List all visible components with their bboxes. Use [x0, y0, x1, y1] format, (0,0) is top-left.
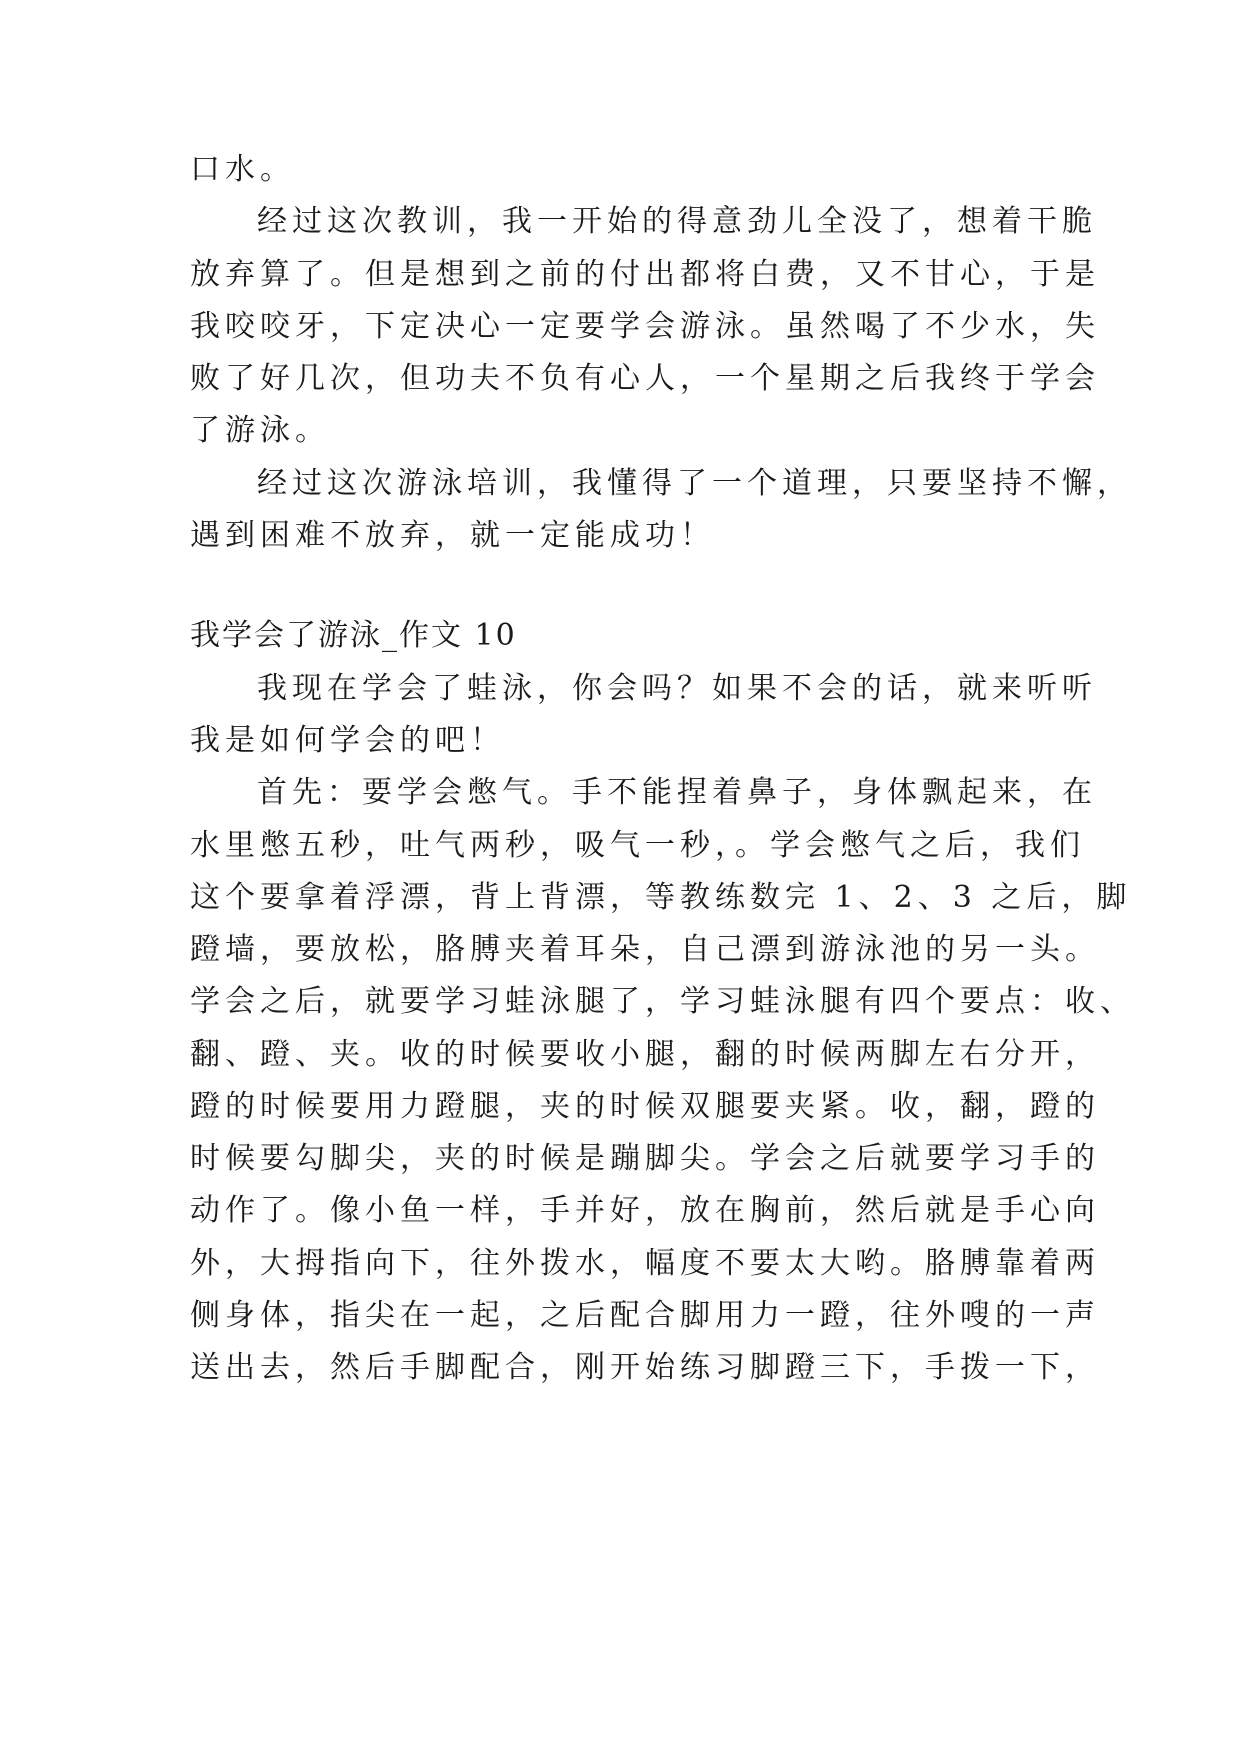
- paragraph-line: 经过这次教训，我一开始的得意劲儿全没了，想着干脆: [257, 204, 1097, 239]
- paragraph-line: 首先：要学会憋气。手不能捏着鼻子，身体飘起来，在: [257, 775, 1097, 810]
- paragraph-line: 蹬的时候要用力蹬腿，夹的时候双腿要夹紧。收，翻，蹬的: [190, 1089, 1100, 1124]
- paragraph-line: 放弃算了。但是想到之前的付出都将白费，又不甘心，于是: [190, 257, 1100, 292]
- paragraph-line: 翻、蹬、夹。收的时候要收小腿，翻的时候两脚左右分开，: [190, 1037, 1100, 1072]
- paragraph-line: 蹬墙，要放松，胳膊夹着耳朵，自己漂到游泳池的另一头。: [190, 932, 1100, 967]
- paragraph-line: 败了好几次，但功夫不负有心人，一个星期之后我终于学会: [190, 361, 1100, 396]
- paragraph-line: 我现在学会了蛙泳，你会吗？如果不会的话，就来听听: [257, 671, 1097, 706]
- paragraph-line: 了游泳。: [190, 413, 330, 448]
- paragraph-line: 送出去，然后手脚配合，刚开始练习脚蹬三下，手拨一下，: [190, 1350, 1100, 1385]
- paragraph-line: 我咬咬牙，下定决心一定要学会游泳。虽然喝了不少水，失: [190, 309, 1100, 344]
- essay-title: 我学会了游泳_作文 10: [190, 618, 517, 653]
- paragraph-line: 动作了。像小鱼一样，手并好，放在胸前，然后就是手心向: [190, 1193, 1100, 1228]
- paragraph-line: 我是如何学会的吧！: [190, 723, 505, 758]
- paragraph-line: 遇到困难不放弃，就一定能成功！: [190, 518, 715, 553]
- paragraph-line: 这个要拿着浮漂，背上背漂，等教练数完 1、2、3 之后，脚: [190, 880, 1132, 915]
- paragraph-line: 外，大拇指向下，往外拨水，幅度不要太大哟。胳膊靠着两: [190, 1246, 1100, 1281]
- paragraph-line: 水里憋五秒，吐气两秒，吸气一秒，。学会憋气之后，我们: [190, 828, 1085, 863]
- paragraph-line: 经过这次游泳培训，我懂得了一个道理，只要坚持不懈，: [257, 466, 1132, 501]
- paragraph-line: 时候要勾脚尖，夹的时候是蹦脚尖。学会之后就要学习手的: [190, 1141, 1100, 1176]
- paragraph-line: 口水。: [190, 152, 295, 187]
- paragraph-line: 学会之后，就要学习蛙泳腿了，学习蛙泳腿有四个要点：收、: [190, 984, 1135, 1019]
- paragraph-line: 侧身体，指尖在一起，之后配合脚用力一蹬，往外嗖的一声: [190, 1298, 1100, 1333]
